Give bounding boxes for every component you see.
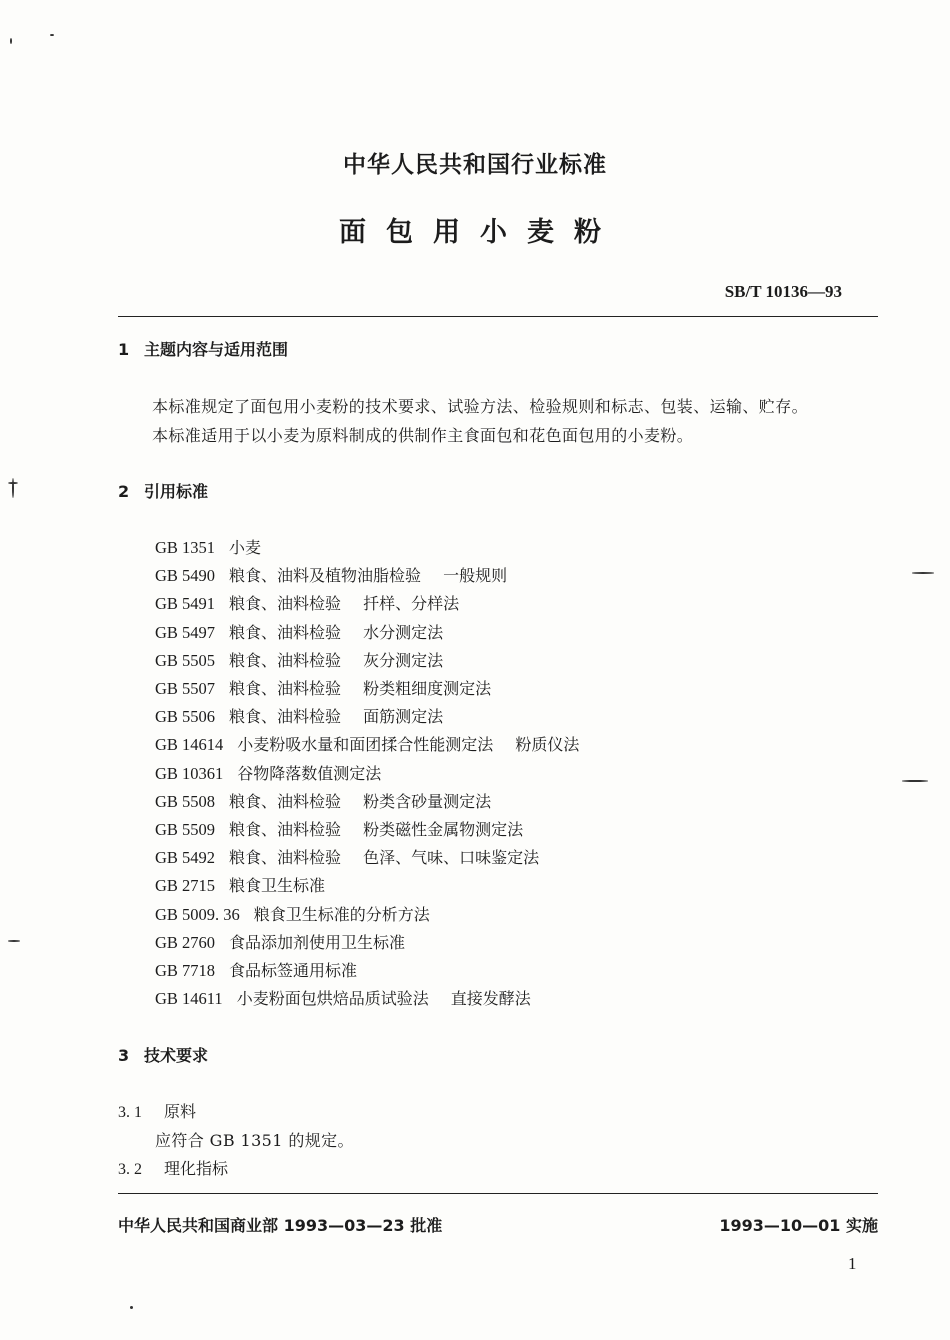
reference-subtitle: 面筋测定法	[363, 707, 444, 727]
reference-item	[155, 535, 261, 563]
reference-item	[155, 591, 459, 619]
reference-code: GB 5505	[155, 650, 216, 670]
reference-title: 粮食、油料检验	[229, 622, 342, 642]
reference-code: GB 1351	[155, 538, 216, 557]
reference-item	[155, 930, 405, 958]
reference-title: 粮食卫生标准的分析方法	[253, 904, 430, 924]
reference-code: GB 14611	[155, 989, 223, 1009]
reference-item	[155, 563, 507, 591]
reference-item	[155, 845, 539, 873]
reference-subtitle: 一般规则	[443, 566, 508, 586]
scan-speck	[12, 478, 14, 498]
reference-subtitle: 直接发酵法	[450, 989, 531, 1009]
reference-title: 粮食、油料检验	[229, 707, 342, 727]
section-number: 1	[118, 340, 130, 359]
reference-title: 粮食、油料检验	[229, 791, 342, 811]
section-1-paragraph-2: 本标准适用于以小麦为原料制成的供制作主食面包和花色面包用的小麦粉。	[152, 426, 694, 445]
section-1-heading	[118, 337, 288, 360]
reference-title: 粮食、油料检验	[229, 679, 342, 698]
reference-code: GB 2715	[155, 876, 216, 896]
section-title: 主题内容与适用范围	[144, 340, 289, 359]
reference-title: 食品添加剂使用卫生标准	[229, 932, 406, 952]
section-1-paragraph-1: 本标准规定了面包用小麦粉的技术要求、试验方法、检验规则和标志、包装、运输、贮存。	[152, 397, 809, 416]
reference-code: GB 10361	[155, 763, 224, 783]
scan-speck	[8, 940, 20, 942]
reference-item	[155, 648, 443, 676]
subsection-3-1-heading	[118, 1099, 196, 1122]
section-number: 3	[118, 1046, 130, 1065]
scan-speck	[10, 38, 12, 44]
document-title: 面包用小麦粉	[339, 217, 621, 248]
section-title: 技术要求	[144, 1046, 209, 1065]
reference-item	[155, 620, 443, 648]
standard-type-heading: 中华人民共和国行业标准	[343, 152, 607, 178]
reference-code: GB 5508	[155, 791, 216, 811]
reference-item	[155, 817, 523, 845]
subsection-title: 理化指标	[164, 1159, 229, 1178]
reference-subtitle: 粉质仪法	[515, 735, 580, 755]
scan-speck	[50, 34, 54, 36]
reference-subtitle: 粉类粗细度测定法	[363, 679, 492, 698]
scan-speck	[130, 1306, 133, 1309]
section-number: 2	[118, 482, 130, 501]
reference-code: GB 5490	[155, 566, 216, 586]
reference-code: GB 5492	[155, 848, 216, 868]
reference-item	[155, 761, 381, 789]
subsection-3-1-text: 应符合 GB 1351 的规定。	[155, 1131, 354, 1150]
reference-title: 粮食、油料检验	[229, 594, 342, 614]
reference-code: GB 5509	[155, 820, 216, 839]
subsection-title: 原料	[164, 1102, 197, 1121]
reference-code: GB 5009. 36	[155, 904, 240, 924]
header-divider	[118, 316, 878, 317]
reference-item	[155, 902, 430, 930]
reference-subtitle: 水分测定法	[363, 622, 444, 642]
document-code: SB/T 10136—93	[724, 282, 842, 301]
reference-title: 小麦粉面包烘焙品质试验法	[236, 989, 429, 1009]
scan-speck	[902, 780, 928, 782]
section-title: 引用标准	[144, 482, 209, 501]
footer-divider	[118, 1193, 878, 1194]
reference-title: 粮食卫生标准	[229, 876, 326, 896]
reference-code: GB 5491	[155, 594, 216, 614]
reference-item	[155, 873, 325, 901]
reference-title: 谷物降落数值测定法	[237, 763, 382, 783]
reference-code: GB 5506	[155, 707, 216, 727]
reference-subtitle: 粉类含砂量测定法	[363, 791, 492, 811]
subsection-3-2-heading	[118, 1156, 228, 1179]
reference-item	[155, 676, 491, 704]
reference-code: GB 5497	[155, 622, 216, 642]
reference-code: GB 7718	[155, 961, 216, 980]
reference-title: 小麦	[229, 538, 262, 557]
reference-subtitle: 扦样、分样法	[363, 594, 460, 614]
reference-title: 粮食、油料检验	[229, 820, 342, 839]
page-number: 1	[848, 1254, 857, 1273]
effective-date: 1993—10—01 实施	[719, 1216, 878, 1235]
reference-item	[155, 732, 579, 760]
reference-subtitle: 灰分测定法	[363, 650, 444, 670]
reference-item	[155, 789, 491, 817]
subsection-number: 3. 1	[118, 1104, 142, 1121]
reference-code: GB 2760	[155, 932, 216, 952]
reference-title: 食品标签通用标准	[229, 961, 358, 980]
reference-code: GB 14614	[155, 735, 224, 755]
reference-item	[155, 958, 357, 986]
approval-note: 中华人民共和国商业部 1993—03—23 批准	[118, 1216, 443, 1235]
reference-title: 粮食、油料检验	[229, 650, 342, 670]
subsection-number: 3. 2	[118, 1161, 142, 1178]
reference-title: 粮食、油料检验	[229, 848, 342, 868]
reference-item	[155, 704, 443, 732]
section-2-heading	[118, 479, 208, 502]
reference-subtitle: 色泽、气味、口味鉴定法	[363, 848, 540, 868]
reference-code: GB 5507	[155, 679, 216, 698]
reference-subtitle: 粉类磁性金属物测定法	[363, 820, 524, 839]
reference-title: 粮食、油料及植物油脂检验	[229, 566, 422, 586]
reference-title: 小麦粉吸水量和面团揉合性能测定法	[237, 735, 494, 755]
scan-speck	[912, 572, 934, 574]
section-3-heading	[118, 1043, 208, 1066]
reference-item	[155, 986, 531, 1014]
